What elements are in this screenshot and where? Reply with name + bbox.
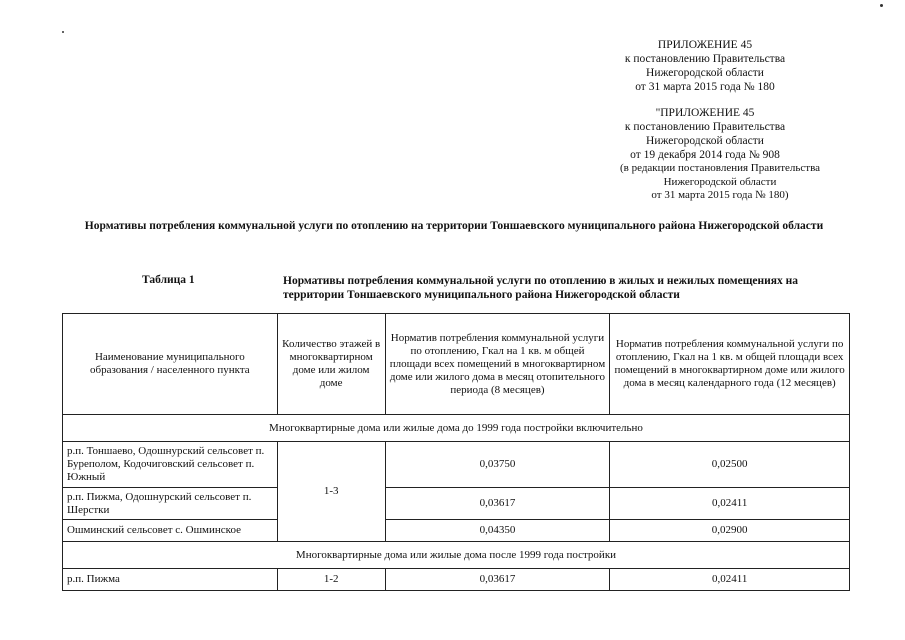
revision-line: Нижегородской области (663, 175, 777, 188)
table-caption (283, 274, 843, 302)
appendix-line: от 19 декабря 2014 года № 908 (630, 149, 780, 161)
cell-norm-8m: 0,03617 (385, 569, 610, 591)
cell-floors: 1-3 (277, 442, 385, 542)
revision-line: от 31 марта 2015 года № 180) (651, 189, 789, 201)
appendix-line: к постановлению Правительства (624, 53, 786, 65)
header-floors: Количество этажей в многоквартирном доме или жилом доме (277, 314, 385, 415)
section-title: Многоквартирные дома или жилые дома после 1999 года постройки (63, 542, 850, 569)
cell-settlement: р.п. Пижма (63, 569, 278, 591)
section-row (63, 415, 850, 442)
cell-norm-8m: 0,04350 (385, 520, 610, 542)
cell-settlement: р.п. Пижма, Одошнурский сельсовет п. Шерстки (63, 488, 278, 520)
cell-norm-12m: 0,02500 (610, 442, 850, 488)
table-header-row (63, 314, 850, 415)
appendix-line: Нижегородской области (646, 67, 764, 79)
scan-speck (62, 31, 64, 33)
appendix-current-stamp (600, 38, 810, 94)
revision-line: (в редакции постановления Правительства (619, 162, 821, 174)
norms-table (62, 313, 850, 591)
appendix-line: Нижегородской области (646, 135, 764, 147)
table-caption-line: территории Тоншаевского муниципального района Нижегородской области (283, 289, 680, 301)
table-row (63, 569, 850, 591)
header-heating-period: Норматив потребления коммунальной услуги по отоплению, Гкал на 1 кв. м общей площади всех помещений в многоквартирном доме или жилого дома в месяц отопительного периода (8 месяцев) (385, 314, 610, 415)
appendix-line: "ПРИЛОЖЕНИЕ 45 (655, 107, 755, 119)
revision-note (585, 162, 855, 203)
cell-norm-12m: 0,02900 (610, 520, 850, 542)
cell-norm-8m: 0,03750 (385, 442, 610, 488)
cell-norm-12m: 0,02411 (610, 569, 850, 591)
table-number: Таблица 1 (142, 274, 195, 286)
header-name: Наименование муниципального образования / населенного пункта (63, 314, 278, 415)
cell-settlement: р.п. Тоншаево, Одошнурский сельсовет п. Буреполом, Кодочиговский сельсовет п. Южный (63, 442, 278, 488)
table-caption-line: Нормативы потребления коммунальной услуги по отоплению в жилых и нежилых помещениях на (283, 275, 799, 287)
header-calendar-year: Норматив потребления коммунальной услуги по отоплению, Гкал на 1 кв. м общей площади всех помещений в многоквартирном доме или жилого дома в месяц календарного года (12 месяцев) (610, 314, 850, 415)
cell-floors: 1-2 (277, 569, 385, 591)
cell-settlement: Ошминский сельсовет с. Ошминское (63, 520, 278, 542)
appendix-line: ПРИЛОЖЕНИЕ 45 (657, 39, 753, 51)
cell-norm-8m: 0,03617 (385, 488, 610, 520)
document-title: Нормативы потребления коммунальной услуги по отоплению на территории Тоншаевского муниципального района Нижегородской области (84, 220, 824, 232)
appendix-line: к постановлению Правительства (624, 121, 786, 133)
scan-speck (880, 4, 883, 7)
appendix-line: от 31 марта 2015 года № 180 (635, 81, 775, 93)
table-row (63, 442, 850, 488)
table-row (63, 488, 850, 520)
table-row (63, 520, 850, 542)
appendix-original-stamp (600, 106, 810, 162)
section-row (63, 542, 850, 569)
section-title: Многоквартирные дома или жилые дома до 1999 года постройки включительно (63, 415, 850, 442)
cell-norm-12m: 0,02411 (610, 488, 850, 520)
